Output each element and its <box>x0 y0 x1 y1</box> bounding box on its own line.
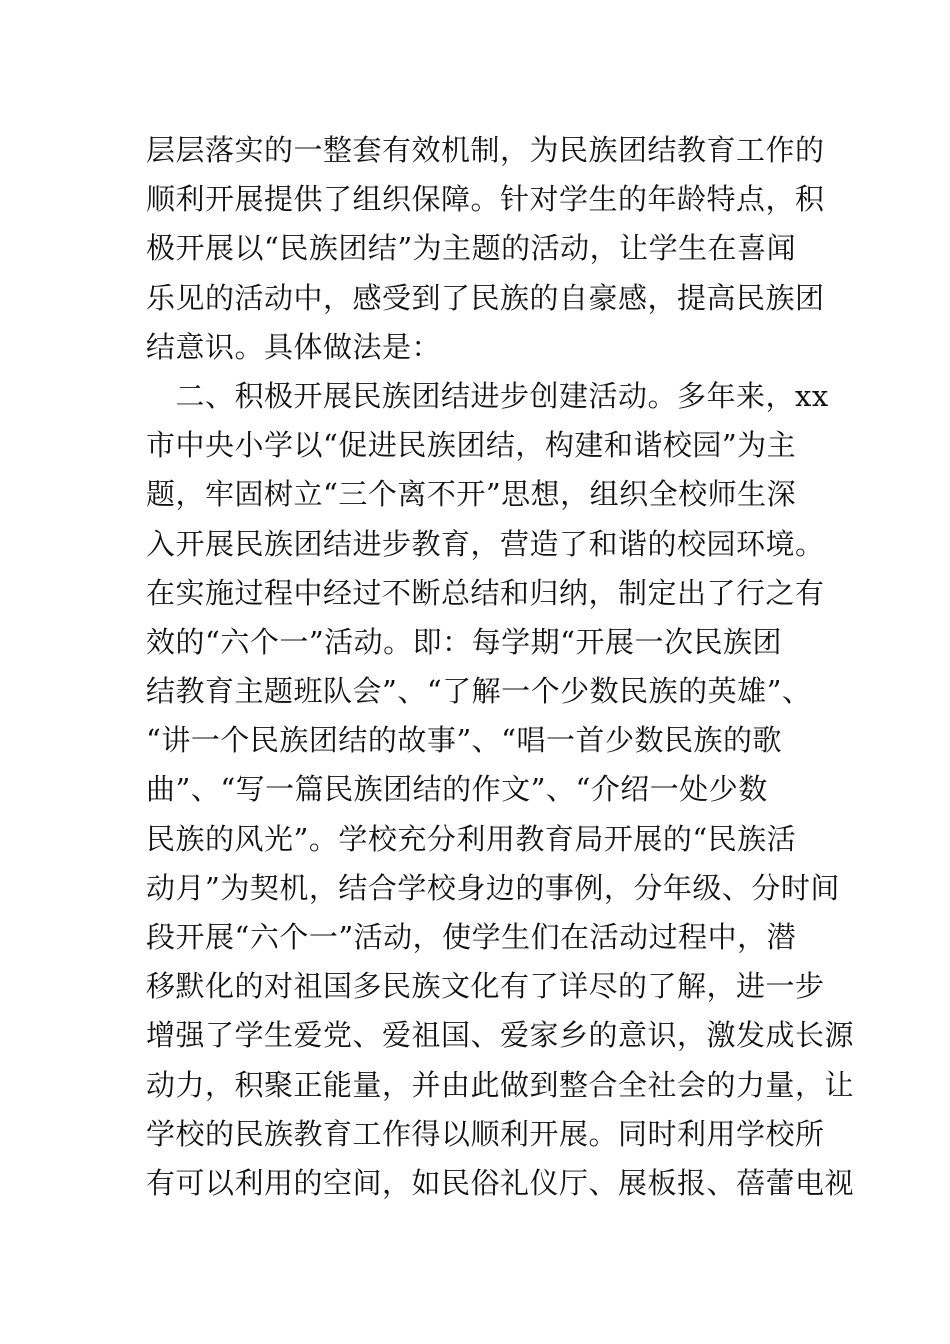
text-line: 动力，积聚正能量，并由此做到整合全社会的力量，让 <box>146 1067 855 1102</box>
text-line: 移默化的对祖国多民族文化有了详尽的了解，进一步 <box>146 969 825 1004</box>
body-text <box>146 126 855 1208</box>
text-line: 乐见的活动中，感受到了民族的自豪感，提高民族团 <box>146 280 825 315</box>
text-line: 入开展民族团结进步教育，营造了和谐的校园环境。 <box>146 526 825 561</box>
text-line: “讲一个民族团结的故事”、“唱一首少数民族的歌 <box>146 723 782 758</box>
text-line: 学校的民族教育工作得以顺利开展。同时利用学校所 <box>146 1116 825 1151</box>
text-line: 有可以利用的空间，如民俗礼仪厅、展板报、蓓蕾电视 <box>146 1165 855 1200</box>
text-line: 动月”为契机，结合学校身边的事例，分年级、分时间 <box>146 870 840 905</box>
text-line: 层层落实的一整套有效机制，为民族团结教育工作的 <box>146 133 825 167</box>
text-line: 增强了学生爱党、爱祖国、爱家乡的意识，激发成长源 <box>146 1018 855 1053</box>
text-line: 结意识。具体做法是： <box>146 329 442 364</box>
text-line: 顺利开展提供了组织保障。针对学生的年龄特点，积 <box>146 182 825 217</box>
text-line: 二、积极开展民族团结进步创建活动。多年来，xx <box>146 378 829 413</box>
text-line: 市中央小学以“促进民族团结，构建和谐校园”为主 <box>146 428 797 463</box>
text-line: 效的“六个一”活动。即：每学期“开展一次民族团 <box>146 624 782 659</box>
text-line: 段开展“六个一”活动，使学生们在活动过程中，潜 <box>146 920 797 954</box>
text-line: 结教育主题班队会”、“了解一个少数民族的英雄”、 <box>146 674 812 709</box>
text-line: 在实施过程中经过不断总结和归纳，制定出了行之有 <box>146 575 825 610</box>
text-line: 题，牢固树立“三个离不开”思想，组织全校师生深 <box>146 477 797 512</box>
text-line: 曲”、“写一篇民族团结的作文”、“介绍一处少数 <box>146 772 768 807</box>
text-line: 极开展以“民族团结”为主题的活动，让学生在喜闻 <box>146 231 797 266</box>
text-line: 民族的风光”。学校充分利用教育局开展的“民族活 <box>146 821 797 856</box>
